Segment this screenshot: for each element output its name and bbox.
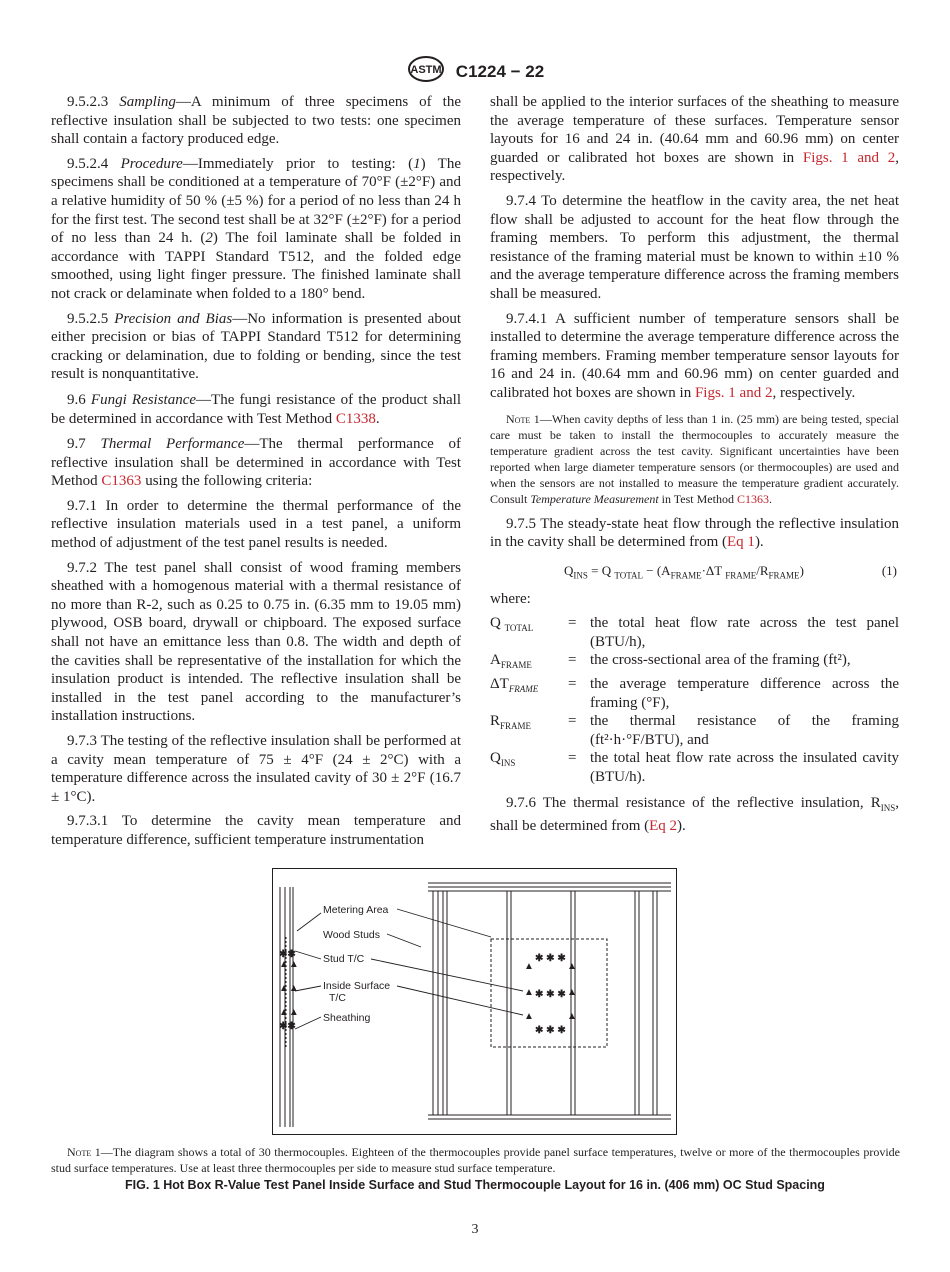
svg-text:▲: ▲ <box>524 987 534 998</box>
paragraph-9-5-2-5: 9.5.2.5 Precision and Bias—No information is presented about either precision or bias of TAPPI Standard T512 for determining cracking or delamination, due to folding or bending, since the test result is nonquantitative. <box>51 310 461 383</box>
definition-row: Q $_{TOTAL}$ = the total heat flow rate across the test panel (BTU/h), <box>490 615 899 650</box>
paragraph-9-5-2-3: 9.5.2.3 Sampling—A minimum of three specimens of the reflective insulation shall be subjected to two tests: one specimen shall contain a factory produced edge. <box>51 94 462 148</box>
svg-text:✱✱: ✱✱ <box>279 949 296 960</box>
left-column <box>51 93 461 850</box>
equation-expression: $Q_{INS} = Q$ $_{TOTAL} - (A_{FRAME}\cdot\Delta T$ $_{FRAME}/R_{FRAME}$) <box>564 562 804 581</box>
figure-note: Note 1—The diagram shows a total of 30 thermocouples. Eighteen of the thermocouples provide panel surface temperatures, twelve or more of the thermocouples provide stud surface temperatures. Use at least three thermocouples per side to measure stud surface temperature. <box>51 1145 901 1175</box>
diagram-labels <box>323 904 390 1024</box>
paragraph-9-6: 9.6 Fungi Resistance—The fungi resistance of the product shall be determined in accordance with Test Method C1338. <box>51 391 461 427</box>
page-header <box>0 56 950 87</box>
leader-lines <box>295 909 523 1029</box>
label-sheathing: Sheathing <box>323 1012 371 1024</box>
link-c1363-note[interactable]: C1363 <box>736 491 769 506</box>
paragraph-9-7-3: 9.7.3 The testing of the reflective insulation shall be performed at a cavity mean temperature of 75 ± 4°F (24 ± 2°C) with a temperature difference across the insulated cavity of 30 ± 2°F (16.7 ± 1°C). <box>51 733 461 805</box>
svg-text:✱ ✱ ✱: ✱ ✱ ✱ <box>535 953 566 964</box>
svg-text:▲: ▲ <box>524 961 534 972</box>
definition-row: $A_{FRAME}$ = the cross-sectional area of the framing (ft²), <box>490 652 851 671</box>
label-stud-tc: Stud T/C <box>323 953 365 965</box>
definition-row: $Q_{INS}$ = the total heat flow rate across the insulated cavity (BTU/h). <box>490 750 899 786</box>
label-wood-studs: Wood Studs <box>323 929 381 941</box>
paragraph-9-5-2-4: 9.5.2.4 Procedure—Immediately prior to testing: (1) The specimens shall be conditioned at a temperature of 70°F (±2°F) and a relative humidity of 50 % (±5 %) for a period of no less than 24 h for the first test. The second test shall be at 32°F (±2°F) for a period of no less than 24 h. (2) The foil laminate shall be folded in accordance with TAPPI Standard T512, and the folded edge smoothed, using light finger pressure. The finished laminate shall not crack or delaminate when folded to a 180° bend. <box>51 155 462 302</box>
paragraph-9-7-3-1: 9.7.3.1 To determine the cavity mean temperature and temperature difference, sufficient temperature instrumentation <box>51 813 461 848</box>
note-1: Note 1—When cavity depths of less than 1 in. (25 mm) are being tested, special care must be taken to install the thermocouples to accurately measure the temperature gradient across the test cavity. Significant uncertainties have been reported when large diameter temperature sensors (or thermocouples) are used and when the sensors are not installed to measure the temperature gradient accurately. Consult Temperature Measurement in Test Method C1363. <box>490 411 899 506</box>
definition-row: $R_{FRAME}$ = the thermal resistance of the framing (ft²·h·°F/BTU), and <box>490 713 899 748</box>
paragraph-9-7-2: 9.7.2 The test panel shall consist of wood framing members sheathed with a homogenous material with a thermal resistance of no more than R-2, such as 0.25 to 0.75 in. (6.35 mm to 19.05 mm) plywood, OSB board, drywall or chipboard. The exposed surface shall not have an emittance less than 0.8. The width and depth of the cavities shall be representative of the installation for which the insulation product is intended. The reflective insulation shall be installed in the test panel according to the manufacturer’s installation instructions. <box>51 559 461 725</box>
wall-framing <box>428 883 671 1119</box>
paragraph-9-7-4: 9.7.4 To determine the heatflow in the cavity area, the net heat flow shall be adjusted to account for the heat flow through the framing members. To perform this adjustment, the thermal resistance of the framing material must be known to within ±10 % and the average temperature difference across the framing members shall be measured. <box>490 192 899 302</box>
paragraph-continued: shall be applied to the interior surfaces of the sheathing to measure the average temperature of these surfaces. Temperature sensor layouts for 16 and 24 in. (40.64 mm and 60.96 mm) on center guarded or calibrated hot boxes are shown in Figs. 1 and 2, respectively. <box>490 94 899 185</box>
svg-text:✱ ✱ ✱: ✱ ✱ ✱ <box>535 1025 566 1036</box>
link-eq-1[interactable]: Eq 1 <box>727 534 755 551</box>
svg-text:▲: ▲ <box>567 1011 577 1022</box>
where-label: where: <box>490 590 531 607</box>
link-c1338[interactable]: C1338 <box>335 410 376 427</box>
standard-code: C1224 − 22 <box>455 61 545 81</box>
paragraph-9-7-6: 9.7.6 The thermal resistance of the reflective insulation, $R_{INS}$, shall be determined from (Eq 2). <box>490 794 899 835</box>
svg-text:▲▲: ▲▲ <box>279 1007 299 1018</box>
link-figs-1-2[interactable]: Figs. 1 and 2 <box>802 149 896 166</box>
page-number: 3 <box>471 1222 479 1237</box>
svg-text:▲: ▲ <box>524 1011 534 1022</box>
label-inside-surface: Inside Surface <box>323 980 391 992</box>
figure-1-diagram <box>272 868 677 1135</box>
equation-number: (1) <box>881 562 897 578</box>
astm-logo-icon <box>406 56 446 87</box>
label-tc: T/C <box>329 992 346 1004</box>
svg-text:▲: ▲ <box>567 961 577 972</box>
definitions-table <box>490 614 899 786</box>
right-column <box>490 93 899 842</box>
paragraph-9-7-5: 9.7.5 The steady-state heat flow through the reflective insulation in the cavity shall be determined from (Eq 1). <box>490 515 899 551</box>
front-thermocouples <box>524 953 577 1036</box>
paragraph-9-7-1: 9.7.1 In order to determine the thermal performance of the reflective insulation materials used in a test panel, a uniform method of adjustment of the test panel results is needed. <box>51 497 461 552</box>
logo-text: ASTM <box>410 64 442 76</box>
svg-text:✱✱: ✱✱ <box>279 1021 296 1032</box>
label-metering-area: Metering Area <box>323 904 389 916</box>
svg-text:▲▲: ▲▲ <box>279 959 299 970</box>
svg-text:✱ ✱ ✱: ✱ ✱ ✱ <box>535 989 566 1000</box>
link-c1363[interactable]: C1363 <box>101 473 142 490</box>
equation-1 <box>490 558 899 584</box>
svg-text:▲▲: ▲▲ <box>279 983 299 994</box>
link-eq-2[interactable]: Eq 2 <box>649 818 678 835</box>
svg-text:▲: ▲ <box>567 987 577 998</box>
link-figs-1-2-b[interactable]: Figs. 1 and 2 <box>694 384 773 401</box>
paragraph-9-7-4-1: 9.7.4.1 A sufficient number of temperature sensors shall be installed to determine the average temperature difference across the framing members. Framing member temperature sensor layouts for 16 and 24 in. (40.64 mm and 60.96 mm) on center guarded and calibrated hot boxes are shown in Figs. 1 and 2, respectively. <box>490 310 899 401</box>
paragraph-9-7: 9.7 Thermal Performance—The thermal performance of reflective insulation shall be determined in accordance with Test Method C1363 using the following criteria: <box>51 436 461 490</box>
figure-caption: FIG. 1 Hot Box R-Value Test Panel Inside Surface and Stud Thermocouple Layout for 16 in. (406 mm) OC Stud Spacing <box>125 1178 825 1192</box>
definition-row: $\Delta T_{FRAME}$ = the average temperature difference across the framing (°F), <box>490 676 899 711</box>
